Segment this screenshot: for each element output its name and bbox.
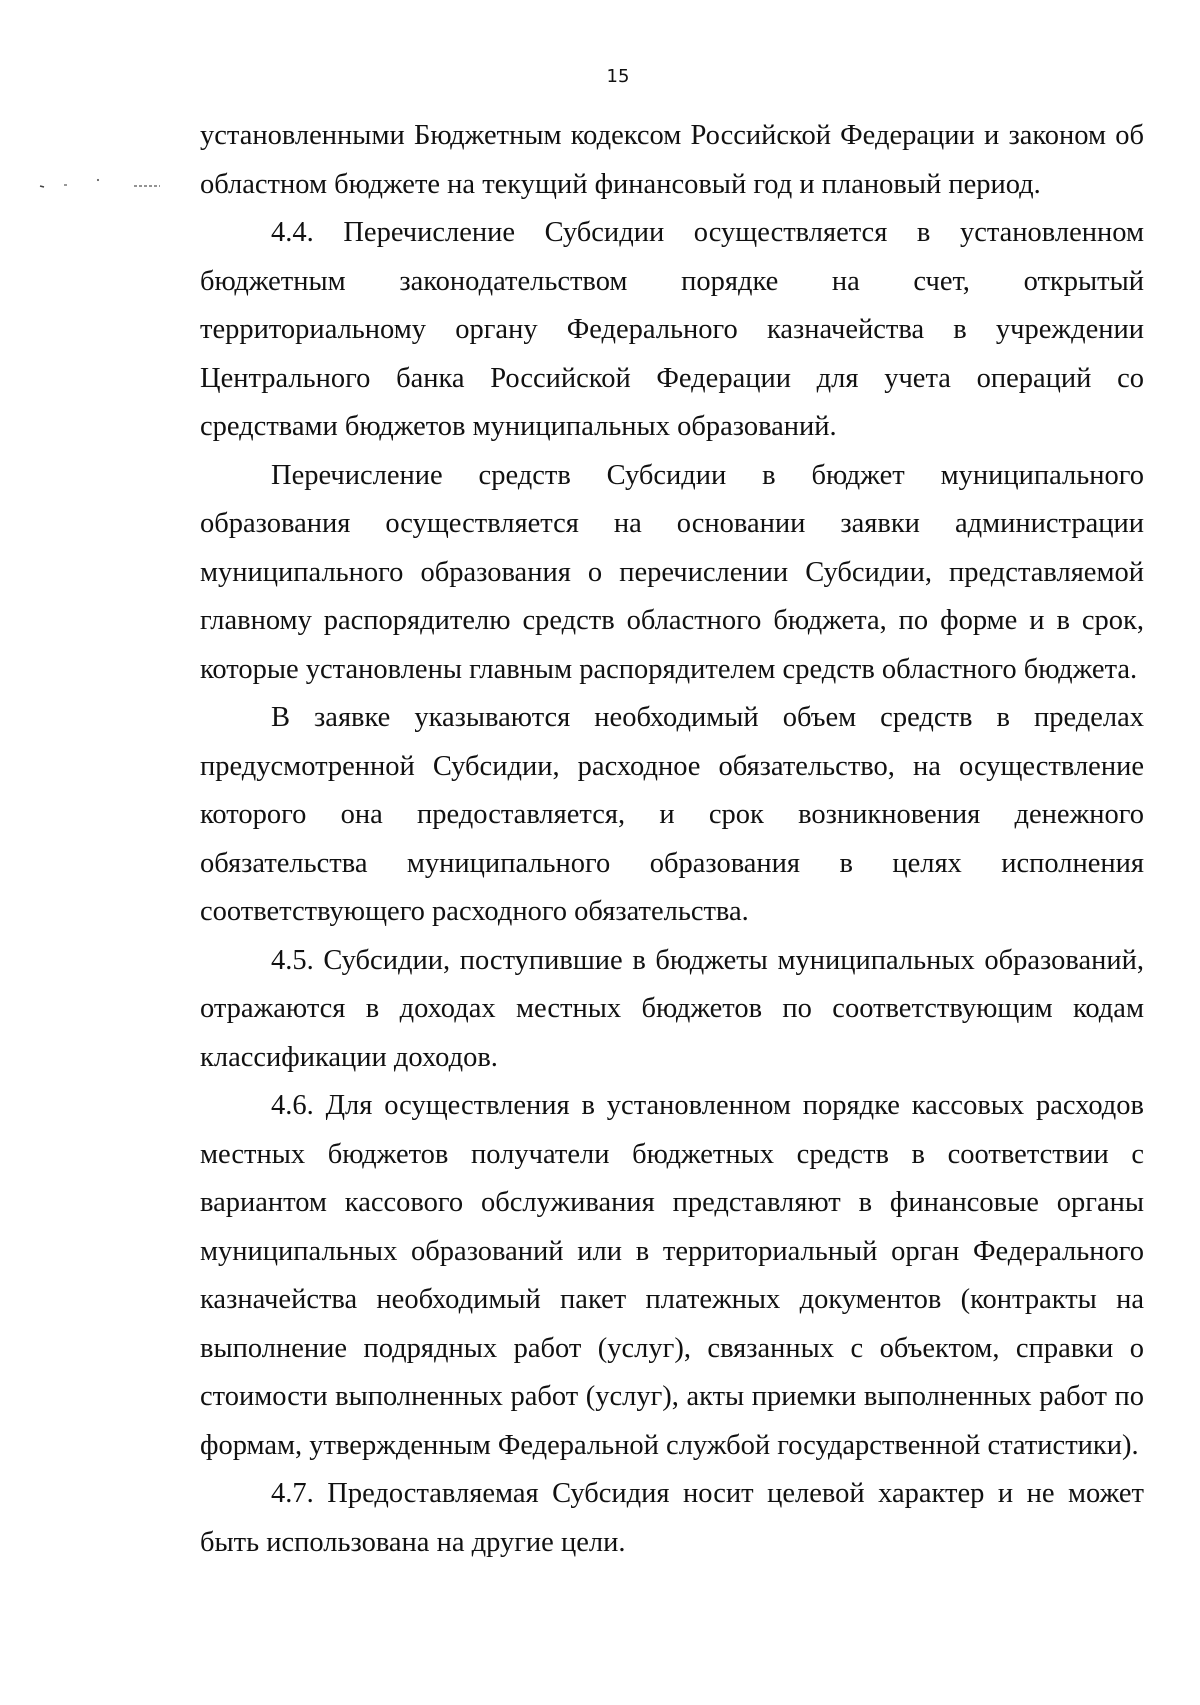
page-number: 15 — [606, 66, 630, 87]
body-text — [200, 112, 1144, 1567]
paragraph-4-7: 4.7. Предоставляемая Субсидия носит целевой характер и не может быть использована на другие цели. — [200, 1478, 1144, 1558]
paragraph-4-4: 4.4. Перечисление Субсидии осуществляется в установленном бюджетным законодательством порядке на счет, открытый территориальному органу Федерального казначейства в учреждении Центрального банка Российской Федерации для учета операций со средствами бюджетов муниципальных образований. — [200, 217, 1144, 442]
paragraph-4-5: 4.5. Субсидии, поступившие в бюджеты муниципальных образований, отражаются в доходах местных бюджетов по соответствующим кодам классификации доходов. — [200, 944, 1144, 1073]
scan-artifact-marks — [36, 178, 166, 192]
paragraph-request-contents: В заявке указываются необходимый объем средств в пределах предусмотренной Субсидии, расходное обязательство, на осуществление которого она предоставляется, и срок возникновения денежного обязательства муниципального образования в целях исполнения соответствующего расходного обязательства. — [200, 702, 1144, 927]
paragraph-transfer-request: Перечисление средств Субсидии в бюджет муниципального образования осуществляется на основании заявки администрации муниципального образования о перечислении Субсидии, представляемой главному распорядителю средств областного бюджета, по форме и в срок, которые установлены главным распорядителем средств областного бюджета. — [200, 459, 1144, 685]
paragraph-continuation: установленными Бюджетным кодексом Российской Федерации и законом об областном бюджете на текущий финансовый год и плановый период. — [200, 120, 1144, 200]
paragraph-4-6: 4.6. Для осуществления в установленном порядке кассовых расходов местных бюджетов получатели бюджетных средств в соответствии с вариантом кассового обслуживания представляют в финансовые органы муниципальных образований или в территориальный орган Федерального казначейства необходимый пакет платежных документов (контракты на выполнение подрядных работ (услуг), связанных с объектом, справки о стоимости выполненных работ (услуг), акты приемки выполненных работ по формам, утвержденным Федеральной службой государственной статистики). — [200, 1090, 1144, 1461]
